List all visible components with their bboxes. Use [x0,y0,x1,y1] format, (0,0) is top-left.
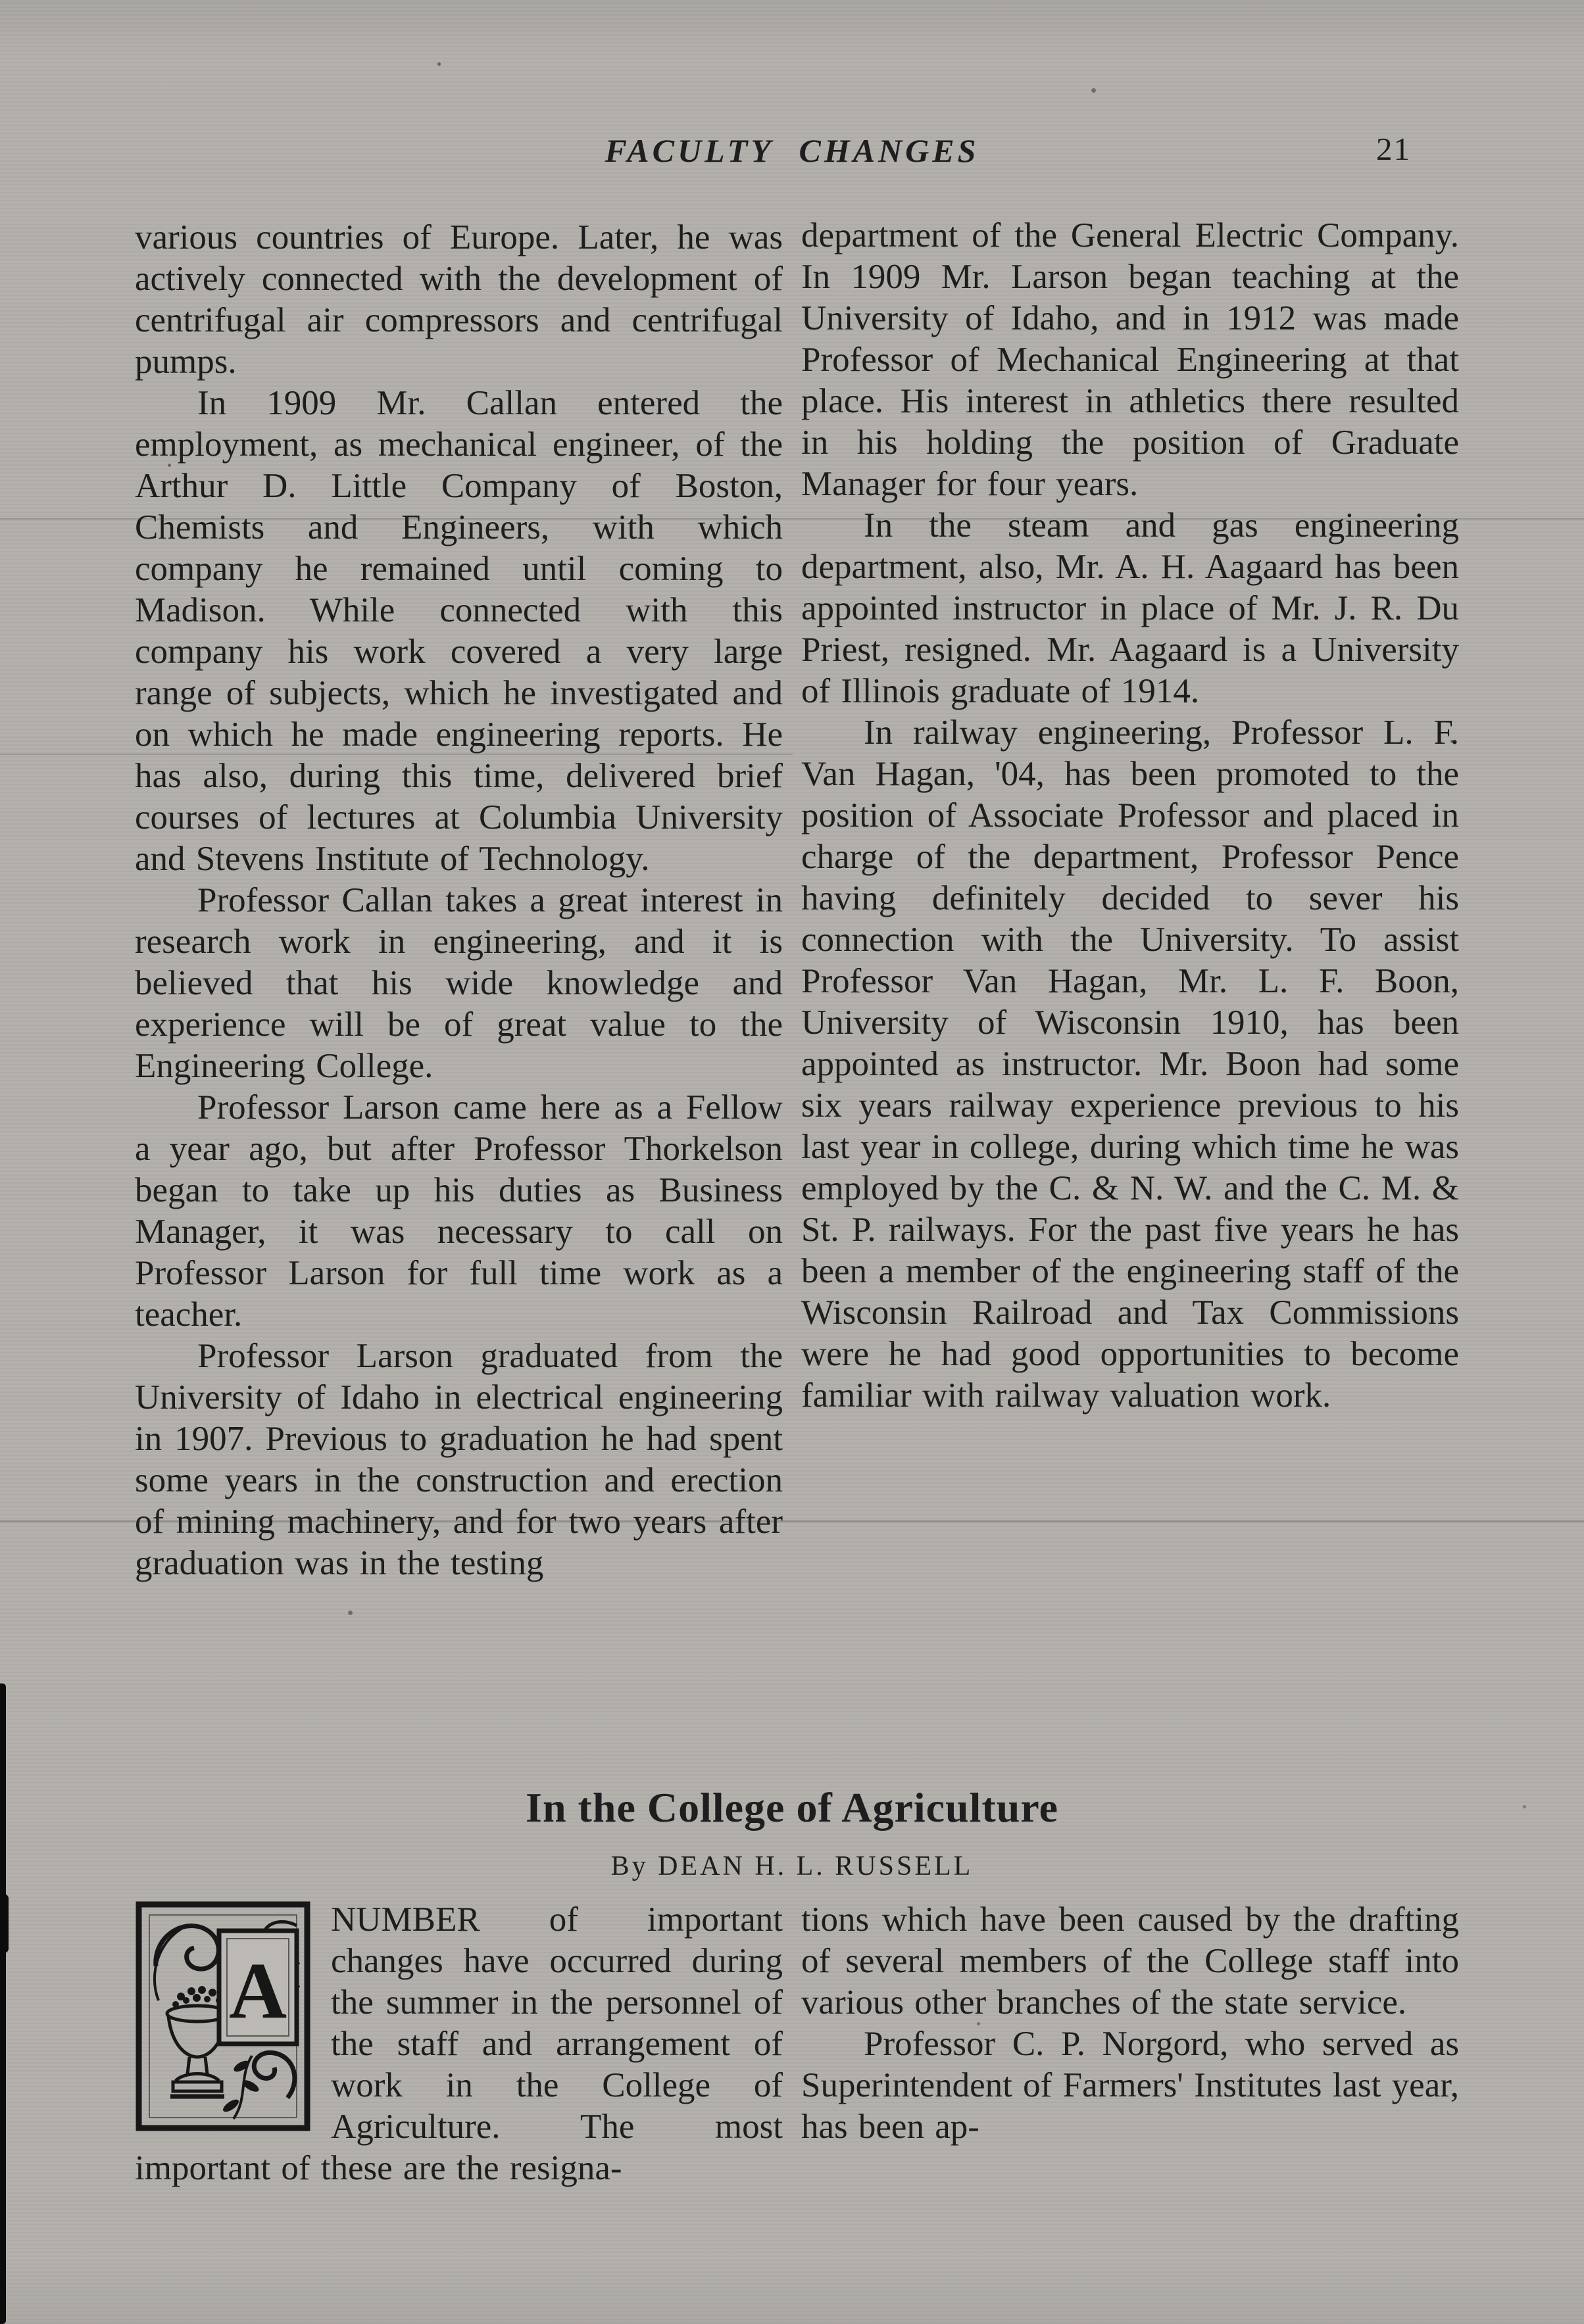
faculty-left-column [135,217,783,1584]
paragraph: In 1909 Mr. Callan entered the employment, as mechanical engineer, of the Arthur D. Little Company of Boston, Chemists and Engineers, with which company he remained until coming to Madison. While connected with this company his work covered a very large range of subjects, which he investigated and on which he made engineering reports. He has also, during this time, delivered brief courses of lectures at Columbia University and Stevens Institute of Technology. [135,384,783,878]
paragraph: NUMBER of important changes have occurred during the summer in the personnel of the staff and arrangement of work in the College of Agriculture. The most important of these are the resigna- [135,1900,783,2187]
paragraph: In railway engineering, Professor L. F. Van Hagan, '04, has been promoted to the position of Associate Professor and placed in charge of the department, Professor Pence having definitely decided to sever his connection with the University. To assist Professor Van Hagan, Mr. L. F. Boon, University of Wisconsin 1910, has been appointed as instructor. Mr. Boon had some six years railway experience previous to his last year in college, during which time he was employed by the C. & N. W. and the C. M. & St. P. railways. For the past five years he has been a member of the engineering staff of the Wisconsin Railroad and Tax Commissions were he had good opportunities to become familiar with railway valuation work. [801,714,1459,1415]
dropcap-letter: A [228,1947,287,2035]
agriculture-left-column [135,1899,783,2189]
paragraph: Professor Callan takes a great interest in research work in engineering, and it is believed that his wide knowledge and experience will be of great value to the Engineering College. [135,881,783,1085]
section-heading: In the College of Agriculture [526,1784,1058,1831]
paragraph: Professor C. P. Norgord, who served as Superintendent of Farmers' Institutes last year, has been ap- [801,2025,1459,2146]
page-number: 21 [1376,131,1411,167]
scan-edge-artifact [0,1683,6,2324]
paragraph: Professor Larson graduated from the University of Idaho in electrical engineering in 1907. Previous to graduation he had spent some years in the construction and erection of mining machinery, and for two years after graduation was in the testing [135,1337,783,1582]
decorative-initial-block [135,1900,311,2132]
paragraph: In the steam and gas engineering department, also, Mr. A. H. Aagaard has been appointed instructor in place of Mr. J. R. Du Priest, resigned. Mr. Aagaard is a University of Illinois graduate of 1914. [801,506,1459,710]
agriculture-right-column [801,1899,1459,2148]
page-title: FACULTY CHANGES [605,132,979,169]
paragraph: department of the General Electric Company. In 1909 Mr. Larson began teaching at the University of Idaho, and in 1912 was made Professor of Mechanical Engineering at that place. His interest in athletics there resulted in his holding the position of Graduate Manager for four years. [801,216,1459,503]
byline: By DEAN H. L. RUSSELL [610,1851,974,1881]
faculty-right-column [801,215,1459,1416]
paragraph: tions which have been caused by the drafting of several members of the College staff into various other branches of the state service. [801,1900,1459,2021]
paper-specks [437,62,441,66]
paragraph: Professor Larson came here as a Fellow a year ago, but after Professor Thorkelson began to take up his duties as Business Manager, it was necessary to call on Professor Larson for full time work as a teacher. [135,1088,783,1334]
dropcap-ornament-icon [135,1900,311,2132]
paragraph: various countries of Europe. Later, he was actively connected with the development of centrifugal air compressors and centrifugal pumps. [135,218,783,381]
